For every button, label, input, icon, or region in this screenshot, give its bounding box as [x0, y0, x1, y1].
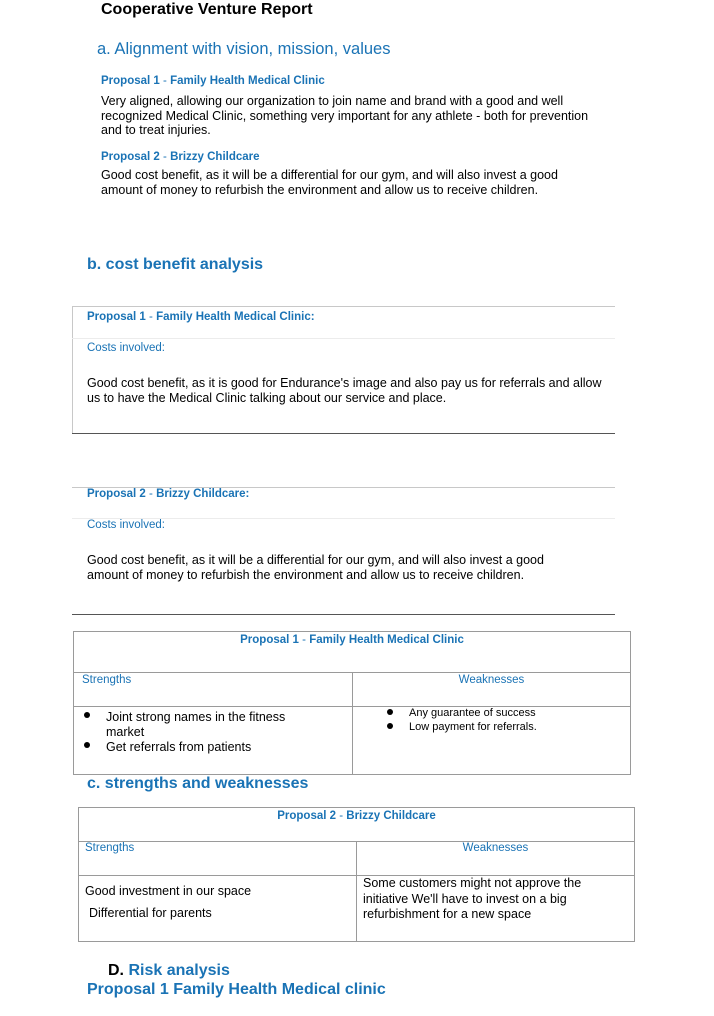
- list-item: Any guarantee of success: [409, 707, 630, 721]
- section-d-heading: [108, 962, 230, 980]
- section-letter: D.: [108, 962, 124, 979]
- proposal-dash: -: [149, 488, 153, 500]
- divider: [72, 338, 615, 339]
- proposal-name: Family Health Medical Clinic: [309, 634, 464, 646]
- proposal-prefix: Proposal 2: [87, 488, 146, 500]
- box-left-border: [72, 306, 73, 434]
- section-d-subheading: Proposal 1 Family Health Medical clinic: [87, 981, 386, 998]
- proposal-prefix: Proposal 1: [240, 634, 299, 646]
- document-title: Cooperative Venture Report: [101, 1, 313, 18]
- weaknesses-header-cell: [353, 673, 631, 707]
- proposal-name: Brizzy Childcare:: [156, 488, 250, 500]
- divider: [72, 614, 615, 615]
- section-c-heading: c. strengths and weaknesses: [87, 775, 309, 792]
- weaknesses-cell: [353, 707, 631, 775]
- proposal-name: Brizzy Childcare: [346, 810, 436, 822]
- proposal-prefix: Proposal 2: [277, 810, 337, 822]
- table-title: [74, 632, 631, 673]
- section-b-proposal-2-label: [87, 488, 249, 500]
- strengths-weaknesses-table-2: [78, 807, 635, 942]
- strengths-label: Strengths: [85, 842, 135, 854]
- proposal-prefix: Proposal 1: [87, 311, 146, 323]
- section-b-proposal-2-text: Good cost benefit, as it will be a differential for our gym, and will also invest a good amount of money to refurbish the environment and allow us to receive children.: [87, 553, 544, 582]
- list-item: Get referrals from patients: [106, 740, 306, 755]
- weaknesses-label: Weaknesses: [458, 674, 525, 686]
- strengths-weaknesses-table-1: [73, 631, 631, 775]
- proposal-dash: -: [163, 151, 167, 163]
- list-item: Joint strong names in the fitness market: [106, 710, 306, 740]
- proposal-dash: -: [149, 311, 153, 323]
- section-title: Risk analysis: [128, 962, 230, 979]
- strengths-list: [74, 707, 306, 755]
- weaknesses-header-cell: [357, 842, 635, 876]
- divider: [72, 433, 615, 434]
- strengths-cell: [79, 876, 357, 942]
- section-a-proposal-1-label: [101, 75, 325, 87]
- proposal-name: Family Health Medical Clinic:: [156, 311, 315, 323]
- strengths-header-cell: [79, 842, 357, 876]
- section-b-heading: b. cost benefit analysis: [87, 256, 264, 273]
- proposal-prefix: Proposal 2: [101, 151, 160, 163]
- proposal-dash: -: [163, 75, 167, 87]
- proposal-dash: -: [302, 634, 306, 646]
- weaknesses-list: [353, 707, 630, 734]
- strengths-cell: [74, 707, 353, 775]
- proposal-name: Family Health Medical Clinic: [170, 75, 325, 87]
- divider: [72, 306, 615, 307]
- list-item: Low payment for referrals.: [409, 721, 630, 735]
- table-title: [79, 808, 635, 842]
- weakness-text: Some customers might not approve the initiative We'll have to invest on a big refurbishment for a new space: [363, 876, 582, 921]
- proposal-dash: -: [339, 810, 344, 822]
- strength-item: Differential for parents: [89, 905, 212, 920]
- section-a-heading: a. Alignment with vision, mission, values: [97, 40, 391, 58]
- section-b-proposal-1-label: [87, 311, 315, 323]
- strengths-label: Strengths: [82, 674, 132, 686]
- section-a-proposal-2-label: [101, 151, 260, 163]
- strength-item: Good investment in our space: [85, 884, 252, 898]
- section-a-proposal-2-text: Good cost benefit, as it will be a differential for our gym, and will also invest a good amount of money to refurbish the environment and allow us to receive children.: [101, 168, 558, 197]
- weaknesses-label: Weaknesses: [462, 842, 529, 854]
- proposal-prefix: Proposal 1: [101, 75, 160, 87]
- proposal-name: Brizzy Childcare: [170, 151, 260, 163]
- section-a-proposal-1-text: Very aligned, allowing our organization to join name and brand with a good and well recognized Medical Clinic, something very important for any athlete - both for prevention and to treat injuries.: [101, 94, 589, 137]
- weaknesses-cell: [357, 876, 635, 942]
- strengths-header-cell: [74, 673, 353, 707]
- costs-involved-label: Costs involved:: [87, 519, 165, 531]
- section-b-proposal-1-text: Good cost benefit, as it is good for Endurance's image and also pay us for referrals and allow us to have the Medical Clinic talking about our service and place.: [87, 376, 602, 405]
- costs-involved-label: Costs involved:: [87, 342, 165, 354]
